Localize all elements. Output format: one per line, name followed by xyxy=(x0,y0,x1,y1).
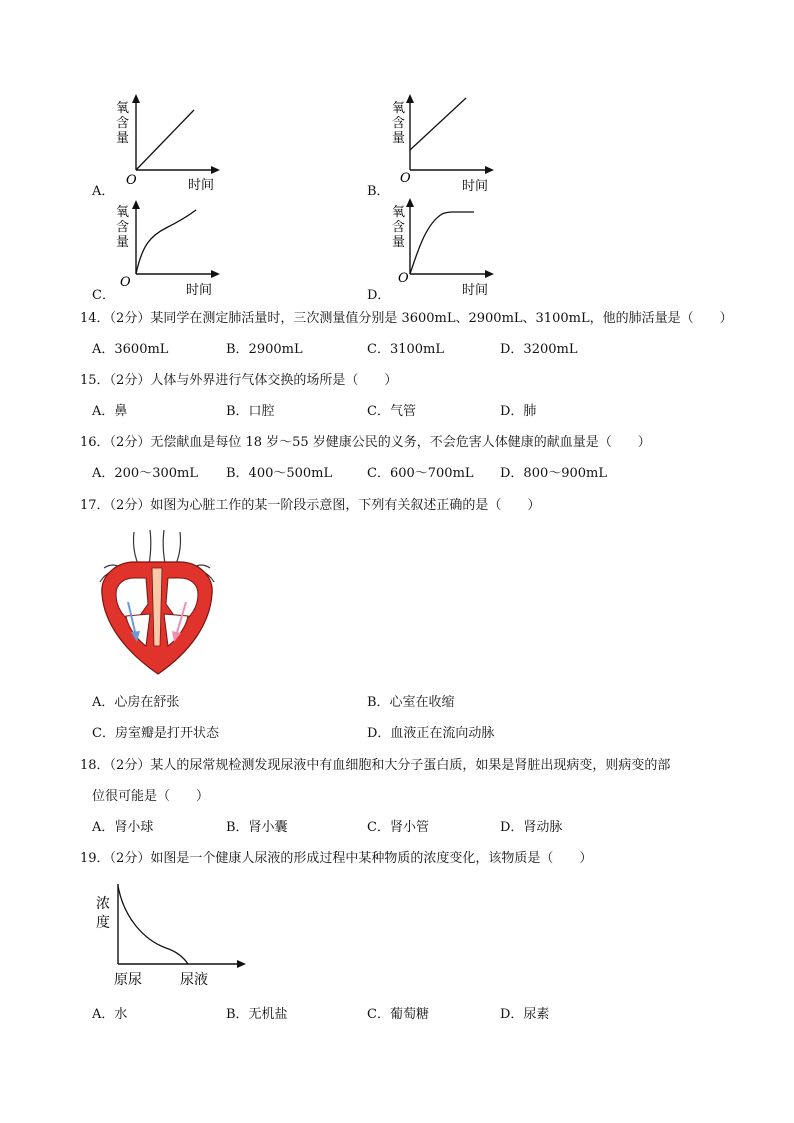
graph-d-curve xyxy=(410,212,474,274)
graph-b-curve xyxy=(410,98,466,150)
q19-option-a: A．水 xyxy=(92,1007,128,1022)
conc-xlabel-left: 原尿 xyxy=(114,972,142,988)
q16-option-c: C．600～700mL xyxy=(367,466,474,481)
q18-option-b: B．肾小囊 xyxy=(226,820,288,835)
q14-option-b: B．2900mL xyxy=(226,342,303,357)
concentration-graph xyxy=(94,878,254,990)
graph-a-xlabel: 时间 xyxy=(188,178,215,193)
graph-d-ylabel-3: 量 xyxy=(392,235,406,250)
q19-option-d: D．尿素 xyxy=(500,1007,550,1022)
q19-option-b: B．无机盐 xyxy=(226,1007,288,1022)
graph-c-curve xyxy=(136,210,196,274)
graph-c xyxy=(108,196,228,302)
graph-b-y-arrow xyxy=(406,94,414,103)
graph-b-xlabel: 时间 xyxy=(462,179,489,194)
graph-c-y-arrow xyxy=(132,200,140,209)
q17-option-a: A．心房在舒张 xyxy=(92,695,180,710)
q17-option-c: C．房室瓣是打开状态 xyxy=(92,726,219,741)
q17-option-d: D．血液正在流向动脉 xyxy=(367,726,495,741)
graph-d xyxy=(380,194,500,300)
conc-xlabel-right: 尿液 xyxy=(180,972,208,988)
q18-option-c: C．肾小管 xyxy=(367,820,429,835)
graph-a-curve xyxy=(136,110,194,170)
q17-stem: 17．（2分）如图为心脏工作的某一阶段示意图，下列有关叙述正确的是（ ） xyxy=(80,498,541,513)
graph-c-ylabel-1: 氧 xyxy=(116,205,130,220)
septum xyxy=(152,568,162,646)
graph-a-origin: O xyxy=(126,173,137,188)
graph-c-ylabel-3: 量 xyxy=(116,235,130,250)
q15-option-d: D．肺 xyxy=(500,404,537,419)
graph-d-origin: O xyxy=(398,271,409,286)
q17-option-b: B．心室在收缩 xyxy=(367,695,455,710)
q16-stem: 16．（2分）无偿献血是每位 18 岁～55 岁健康公民的义务，不会危害人体健康的献血量是（ ） xyxy=(80,435,651,450)
q16-option-a: A．200～300mL xyxy=(92,466,198,481)
q15-option-b: B．口腔 xyxy=(226,404,275,419)
graph-b xyxy=(380,90,500,200)
graph-b-ylabel-2: 含 xyxy=(392,116,406,131)
graph-a-ylabel-2: 含 xyxy=(116,116,130,131)
graph-b-origin: O xyxy=(400,171,411,186)
conc-x-arrow xyxy=(237,960,246,968)
q14-option-c: C．3100mL xyxy=(367,342,444,357)
graph-d-x-arrow xyxy=(485,270,494,278)
graph-d-xlabel: 时间 xyxy=(462,283,489,298)
q18-option-a: A．肾小球 xyxy=(92,820,154,835)
q18-stem-line2: 位很可能是（ ） xyxy=(92,789,210,804)
q18-stem-line1: 18．（2分）某人的尿常规检测发现尿液中有血细胞和大分子蛋白质，如果是肾脏出现病变，则病变的部 xyxy=(80,758,671,773)
graph-c-origin: O xyxy=(120,275,131,290)
graph-d-ylabel-2: 含 xyxy=(392,220,406,235)
q14-stem: 14．（2分）某同学在测定肺活量时，三次测量值分别是 3600mL、2900mL、3100mL，他的肺活量是（ ） xyxy=(80,311,733,326)
graph-a-x-arrow xyxy=(211,166,220,174)
graph-c-ylabel-2: 含 xyxy=(116,220,130,235)
graph-c-x-arrow xyxy=(211,270,220,278)
heart-diagram xyxy=(94,528,222,680)
graph-a xyxy=(108,90,228,200)
graph-a-ylabel-3: 量 xyxy=(116,131,130,146)
option-d-letter: D． xyxy=(367,288,391,303)
q15-option-c: C．气管 xyxy=(367,404,416,419)
conc-curve xyxy=(118,886,188,964)
graph-a-ylabel-1: 氧 xyxy=(116,101,130,116)
q14-option-d: D．3200mL xyxy=(500,342,578,357)
q19-stem: 19．（2分）如图是一个健康人尿液的形成过程中某种物质的浓度变化，该物质是（ ） xyxy=(80,851,593,866)
conc-ylabel-1: 浓 xyxy=(96,896,110,912)
q19-option-c: C．葡萄糖 xyxy=(367,1007,429,1022)
graph-d-y-arrow xyxy=(406,198,414,207)
q15-stem: 15．（2分）人体与外界进行气体交换的场所是（ ） xyxy=(80,373,398,388)
q16-option-b: B．400～500mL xyxy=(226,466,333,481)
option-a-letter: A． xyxy=(92,184,115,199)
graph-b-ylabel-3: 量 xyxy=(392,131,406,146)
q14-option-a: A．3600mL xyxy=(92,342,169,357)
q15-option-a: A．鼻 xyxy=(92,404,128,419)
option-c-letter: C． xyxy=(92,288,115,303)
q16-option-d: D．800～900mL xyxy=(500,466,608,481)
graph-d-ylabel-1: 氧 xyxy=(392,205,406,220)
option-b-letter: B． xyxy=(367,184,390,199)
graph-a-y-arrow xyxy=(132,94,140,103)
graph-b-ylabel-1: 氧 xyxy=(392,101,406,116)
graph-b-x-arrow xyxy=(485,166,494,174)
conc-ylabel-2: 度 xyxy=(96,915,110,931)
q18-option-d: D．肾动脉 xyxy=(500,820,563,835)
graph-c-xlabel: 时间 xyxy=(186,283,213,298)
